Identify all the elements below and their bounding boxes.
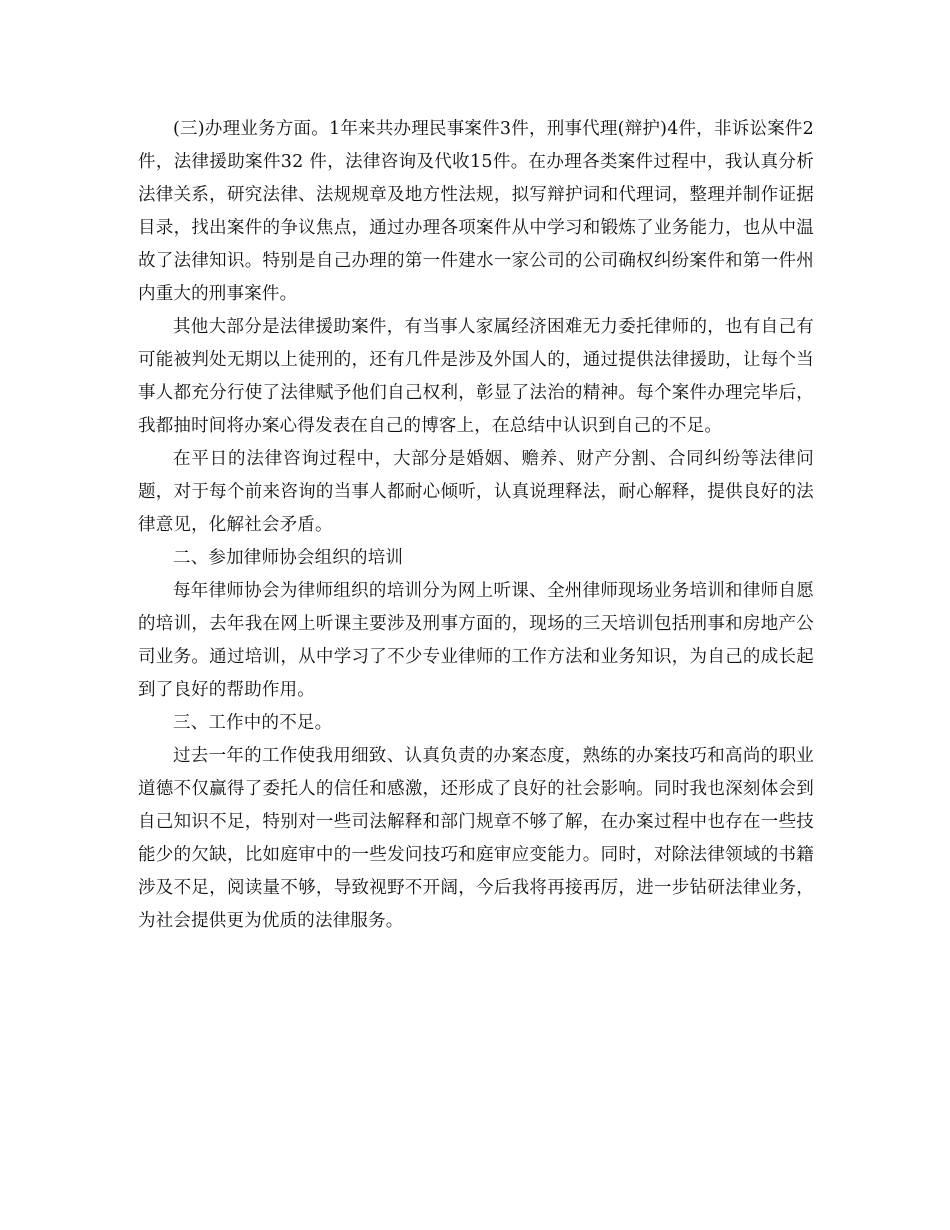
paragraph-legal-aid: 其他大部分是法律援助案件，有当事人家属经济困难无力委托律师的，也有自己有可能被判处无期以上徒刑的，还有几件是涉及外国人的，通过提供法律援助，让每个当事人都充分行使了法律赋予他们自己权利，彰显了法治的精神。每个案件办理完毕后，我都抽时间将办案心得发表在自己的博客上，在总结中认识到自己的不足。 (138, 317, 814, 436)
paragraph-shortcomings: 过去一年的工作使我用细致、认真负责的办案态度，熟练的办案技巧和高尚的职业道德不仅赢得了委托人的信任和感激，还形成了良好的社会影响。同时我也深刻体会到自己知识不足，特别对一些司法解释和部门规章不够了解，在办案过程中也存在一些技能少的欠缺，比如庭审中的一些发问技巧和庭审应变能力。同时，对除法律领域的书籍涉及不足，阅读量不够，导致视野不开阔，今后我将再接再厉，进一步钻研法律业务，为社会提供更为优质的法律服务。 (138, 746, 814, 931)
paragraph-business-handling: (三)办理业务方面。1年来共办理民事案件3件，刑事代理(辩护)4件，非诉讼案件2 件，法律援助案件32 件，法律咨询及代收15件。在办理各类案件过程中，我认真分析法律关系，研究法律、法规规章及地方性法规，拟写辩护词和代理词，整理并制作证据目录，找出案件的争议焦点，通过办理各项案件从中学习和锻炼了业务能力，也从中温故了法律知识。特别是自己办理的第一件建水一家公司的公司确权纠纷案件和第一件州内重大的刑事案件。 (138, 119, 814, 304)
paragraph-legal-consulting: 在平日的法律咨询过程中，大部分是婚姻、赡养、财产分割、合同纠纷等法律问题，对于每个前来咨询的当事人都耐心倾听，认真说理释法，耐心解释，提供良好的法律意见，化解社会矛盾。 (138, 449, 814, 535)
document-body (138, 113, 814, 938)
section-heading-training: 二、参加律师协会组织的培训 (173, 548, 404, 568)
paragraph-training: 每年律师协会为律师组织的培训分为网上听课、全州律师现场业务培训和律师自愿的培训，去年我在网上听课主要涉及刑事方面的，现场的三天培训包括刑事和房地产公司业务。通过培训，从中学习了不少专业律师的工作方法和业务知识，为自己的成长起到了良好的帮助作用。 (138, 581, 814, 700)
section-heading-shortcomings: 三、工作中的不足。 (173, 713, 333, 733)
